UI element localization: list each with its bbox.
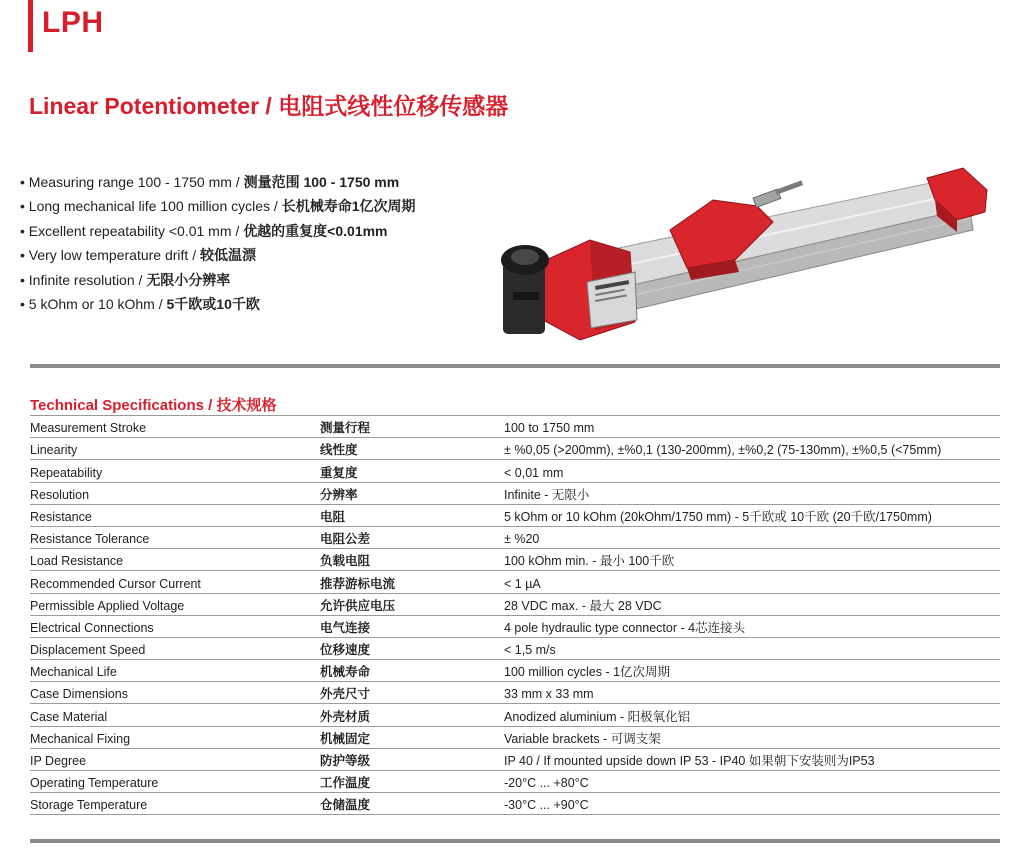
feature-item: • Long mechanical life 100 million cycles / 长机械寿命1亿次周期 <box>20 198 416 215</box>
table-row: Resistance Tolerance 电阻公差 ± %20 <box>30 526 1000 548</box>
page-title: LPH <box>42 6 104 39</box>
feature-item: • 5 kOhm or 10 kOhm / 5千欧或10千欧 <box>20 295 260 312</box>
feature-item: • Very low temperature drift / 较低温漂 <box>20 247 256 264</box>
spec-section-title: Technical Specifications / 技术规格 <box>30 397 277 414</box>
feature-item: • Infinite resolution / 无限小分辨率 <box>20 271 231 288</box>
table-row: Recommended Cursor Current 推荐游标电流 < 1 µA <box>30 571 1000 593</box>
table-row: Mechanical Life 机械寿命 100 million cycles - 1亿次周期 <box>30 660 1000 682</box>
table-row: Measurement Stroke 测量行程 100 to 1750 mm <box>30 416 1000 438</box>
title-accent-bar <box>28 0 33 52</box>
product-image <box>495 160 990 350</box>
table-row: Resistance 电阻 5 kOhm or 10 kOhm (20kOhm/1750 mm) - 5千欧或 10千欧 (20千欧/1750mm) <box>30 504 1000 526</box>
product-subtitle: Linear Potentiometer / 电阻式线性位移传感器 <box>29 93 509 119</box>
table-row: Operating Temperature 工作温度 -20°C ... +80°C <box>30 771 1000 793</box>
feature-list <box>20 170 416 316</box>
table-row: Linearity 线性度 ± %0,05 (>200mm), ±%0,1 (130-200mm), ±%0,2 (75-130mm), ±%0,5 (<75mm) <box>30 438 1000 460</box>
footer-divider <box>30 839 1000 843</box>
table-row: Mechanical Fixing 机械固定 Variable brackets - 可调支架 <box>30 726 1000 748</box>
section-divider <box>30 364 1000 368</box>
table-row: Case Dimensions 外壳尺寸 33 mm x 33 mm <box>30 682 1000 704</box>
table-row: IP Degree 防护等级 IP 40 / If mounted upside down IP 53 - IP40 如果朝下安装则为IP53 <box>30 748 1000 770</box>
table-row: Case Material 外壳材质 Anodized aluminium - 阳极氧化铝 <box>30 704 1000 726</box>
table-row: Permissible Applied Voltage 允许供应电压 28 VDC max. - 最大 28 VDC <box>30 593 1000 615</box>
table-row: Resolution 分辨率 Infinite - 无限小 <box>30 482 1000 504</box>
table-row: Repeatability 重复度 < 0,01 mm <box>30 460 1000 482</box>
table-row: Storage Temperature 仓储温度 -30°C ... +90°C <box>30 793 1000 815</box>
feature-item: • Excellent repeatability <0.01 mm / 优越的重复度<0.01mm <box>20 222 388 239</box>
table-row: Displacement Speed 位移速度 < 1,5 m/s <box>30 637 1000 659</box>
feature-item: • Measuring range 100 - 1750 mm / 测量范围 100 - 1750 mm <box>20 174 400 190</box>
table-row: Electrical Connections 电气连接 4 pole hydraulic type connector - 4芯连接头 <box>30 615 1000 637</box>
table-row: Load Resistance 负载电阻 100 kOhm min. - 最小 100千欧 <box>30 549 1000 571</box>
spec-table <box>30 415 1000 815</box>
